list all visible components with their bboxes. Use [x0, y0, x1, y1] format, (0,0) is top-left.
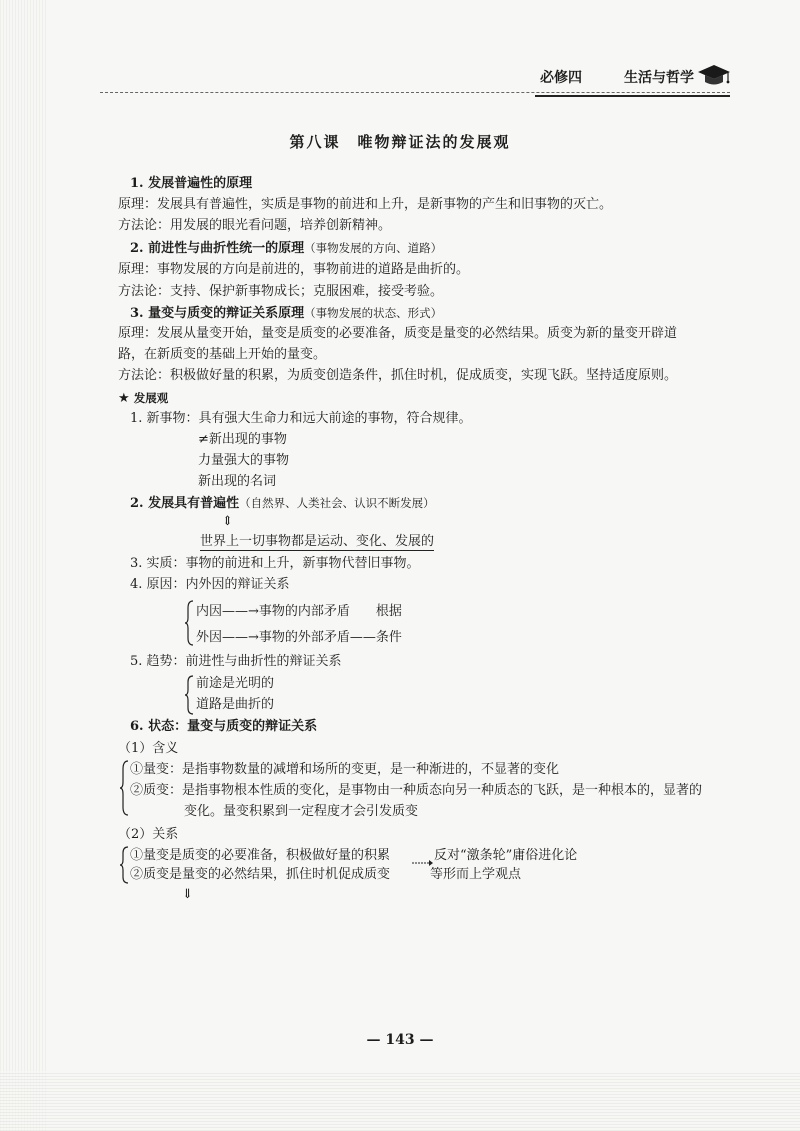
page-number: — 143 —	[366, 1032, 434, 1048]
section2-method: 方法论：支持、保护新事物成长；克服困难，接受考验。	[118, 284, 444, 299]
dev-item6-1c: 变化。量变积累到一定程度才会引发质变	[184, 804, 419, 819]
dev-item4: 4. 原因：内外因的辩证关系	[130, 577, 290, 592]
header-book: 必修四	[540, 70, 582, 86]
dev-item6-1: （1）含义	[118, 741, 179, 756]
section1-method: 方法论：用发展的眼光看问题，培养创新精神。	[118, 218, 392, 233]
dev-item6-2-right2: 等形而上学观点	[430, 867, 522, 882]
dev-item5-b: 道路是曲折的	[196, 697, 275, 712]
star-icon: ★	[118, 391, 130, 406]
dev-item4-inner: 内因——→事物的内部矛盾 根据	[196, 604, 402, 619]
section3-principle-line2: 路，在新质变的基础上开始的量变。	[118, 347, 327, 362]
graduation-cap-icon	[696, 62, 732, 88]
section3-heading-note: （事物发展的状态、形式）	[304, 306, 443, 320]
brace-icon	[120, 846, 130, 884]
dev-item6-1a: ①量变：是指事物数量的减增和场所的变更，是一种渐进的，不显著的变化	[130, 762, 560, 777]
dev-item1-sub3: 新出现的名词	[198, 474, 277, 489]
section3-method: 方法论：积极做好量的积累，为质变创造条件，抓住时机，促成质变，实现飞跃。坚持适度原则。	[118, 368, 678, 383]
brace-icon	[120, 760, 130, 816]
scan-edge-bottom	[0, 1071, 800, 1131]
dev-view-label: 发展观	[133, 391, 169, 405]
lesson-title: 第八课 唯物辩证法的发展观	[289, 133, 511, 151]
header-subject: 生活与哲学	[624, 70, 694, 86]
dev-item6-1b: ②质变：是指事物根本性质的变化，是事物由一种质态向另一种质态的飞跃，是一种根本的，显著的	[130, 783, 703, 798]
dev-item6-2: （2）关系	[118, 827, 179, 842]
header-divider-solid	[535, 95, 730, 97]
section2-heading-note: （事物发展的方向、道路）	[304, 241, 443, 255]
dev-item5: 5. 趋势：前进性与曲折性的辩证关系	[130, 654, 342, 669]
dev-item2: 2. 发展具有普遍性	[130, 496, 240, 511]
double-arrow-down-icon: ⇓	[182, 887, 193, 902]
double-arrow-updown-icon: ⇕	[222, 514, 233, 529]
dev-item3: 3. 实质：事物的前进和上升，新事物代替旧事物。	[130, 556, 420, 571]
brace-icon	[185, 600, 195, 646]
header-divider-dashed	[100, 92, 730, 93]
dev-item2-note: （自然界、人类社会、认识不断发展）	[239, 496, 435, 510]
section1-principle: 原理：发展具有普遍性，实质是事物的前进和上升，是新事物的产生和旧事物的灭亡。	[118, 197, 613, 212]
scan-edge-left	[0, 0, 48, 1131]
dev-item2-row	[130, 494, 435, 513]
brace-icon	[185, 675, 195, 715]
section2-heading: 2. 前进性与曲折性统一的原理	[130, 241, 305, 256]
dev-item1-sub1: ≠新出现的事物	[198, 432, 287, 447]
section2-heading-row	[130, 239, 442, 258]
dev-item5-a: 前途是光明的	[196, 676, 275, 691]
dev-item1-sub2: 力量强大的事物	[198, 453, 290, 468]
dev-view-heading	[118, 389, 168, 408]
dev-item6: 6. 状态：量变与质变的辩证关系	[130, 719, 318, 734]
section2-principle: 原理：事物发展的方向是前进的，事物前进的道路是曲折的。	[118, 262, 470, 277]
section3-heading: 3. 量变与质变的辩证关系原理	[130, 306, 305, 321]
running-header	[540, 66, 740, 92]
dev-item6-2a: ①量变是质变的必要准备，积极做好量的积累	[130, 848, 391, 863]
dev-item2-sub	[200, 533, 434, 551]
section1-heading: 1. 发展普遍性的原理	[130, 176, 253, 191]
section3-heading-row	[130, 304, 442, 323]
dev-item6-2-right1: 反对“激条轮”庸俗进化论	[434, 848, 578, 863]
dev-item6-2b: ②质变是量变的必然结果，抓住时机促成质变	[130, 867, 391, 882]
dev-item1: 1. 新事物：具有强大生命力和远大前途的事物，符合规律。	[130, 411, 472, 426]
section3-principle-line1: 原理：发展从量变开始，量变是质变的必要准备，质变是量变的必然结果。质变为新的量变开辟道	[118, 326, 678, 341]
dev-item4-outer: 外因——→事物的外部矛盾——条件	[196, 630, 402, 645]
dev-item2-sub-text: 世界上一切事物都是运动、变化、发展的	[200, 534, 435, 549]
